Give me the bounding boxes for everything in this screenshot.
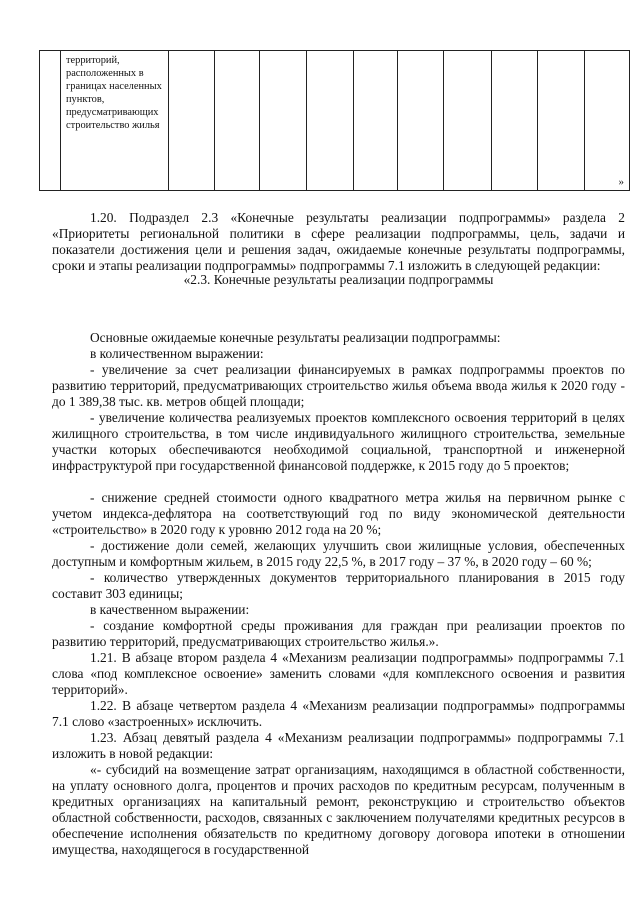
bullet-4: - достижение доли семей, желающих улучшить свои жилищные условия, обеспеченных доступным и комфортным жильем, в 2015 году 22,5 %, в 2017 году – 37 %, в 2020 году – 60 %; bbox=[52, 538, 625, 569]
qualitative-label: в качественном выражении: bbox=[90, 602, 250, 617]
bullet-3: - снижение средней стоимости одного квадратного метра жилья на первичном рынке с учетом индекса-дефлятора на соответствующий год по виду экономической деятельности «строительство» в 2020 году к уровню 2012 года на 20 %; bbox=[52, 490, 625, 537]
paragraph-1-22: 1.22. В абзаце четвертом раздела 4 «Механизм реализации подпрограммы» подпрограммы 7.1 слово «застроенных» исключить. bbox=[52, 698, 625, 729]
bullet-5: - количество утвержденных документов территориального планирования в 2015 году составит 303 единицы; bbox=[52, 570, 625, 601]
paragraph-1-21: 1.21. В абзаце втором раздела 4 «Механизм реализации подпрограммы» подпрограммы 7.1 слова «под комплексное освоение» заменить словами «для комплексного освоения и развития территорий». bbox=[52, 650, 625, 697]
subsidies-paragraph: «- субсидий на возмещение затрат организациям, находящимся в областной собственности, на уплату основного долга, процентов и прочих расходов по кредитным ресурсам, полученным в кредитных организациях на капитальный ремонт, реконструкцию и строительство объектов областной собственности, расходов, связанных с заключением получателями кредитных ресурсов в обеспечение исполнения обязательств по кредитному договору договора ипотеки в отношении имущества, находящегося в государственной bbox=[52, 762, 625, 857]
bullet-6: - создание комфортной среды проживания для граждан при реализации проектов по развитию территорий, предусматривающих строительство жилья.». bbox=[52, 618, 625, 649]
table-divider bbox=[353, 51, 354, 190]
paragraph-1-20: 1.20. Подраздел 2.3 «Конечные результаты реализации подпрограммы» раздела 2 «Приоритеты региональной политики в сфере реализации подпрограммы, цель, задачи и показатели достижения цели и решения задач, ожидаемые конечные результаты подпрограммы, сроки и этапы реализации подпрограммы» подпрограммы 7.1 изложить в следующей редакции: bbox=[52, 210, 625, 273]
table-divider bbox=[60, 51, 61, 190]
section-heading: «2.3. Конечные результаты реализации подпрограммы bbox=[183, 272, 494, 287]
bullet-1: - увеличение за счет реализации финансируемых в рамках подпрограммы проектов по развитию территорий, предусматривающих строительство жилья объема ввода жилья к 2020 году - до 1 389,38 тыс. кв. метров общей площади; bbox=[52, 362, 625, 409]
results-intro: Основные ожидаемые конечные результаты реализации подпрограммы: bbox=[90, 330, 501, 345]
quantitative-label: в количественном выражении: bbox=[90, 346, 264, 361]
table-divider bbox=[259, 51, 260, 190]
table-divider bbox=[584, 51, 585, 190]
table-fragment bbox=[39, 50, 630, 191]
table-divider bbox=[491, 51, 492, 190]
closing-quote: » bbox=[618, 176, 624, 188]
bullet-2: - увеличение количества реализуемых проектов комплексного освоения территорий в целях жилищного строительства, в том числе индивидуального жилищного строительства, земельные участки которых обеспечиваются необходимой социальной, транспортной и инженерной инфраструктурой при государственной финансовой поддержке, к 2015 году до 5 проектов; bbox=[52, 410, 625, 473]
table-divider bbox=[306, 51, 307, 190]
table-divider bbox=[397, 51, 398, 190]
table-divider bbox=[443, 51, 444, 190]
table-divider bbox=[537, 51, 538, 190]
table-cell-text: территорий, расположенных в границах населенных пунктов, предусматривающих строительство жилья bbox=[66, 55, 162, 131]
paragraph-1-23: 1.23. Абзац девятый раздела 4 «Механизм реализации подпрограммы» подпрограммы 7.1 изложить в новой редакции: bbox=[52, 730, 625, 761]
table-divider bbox=[214, 51, 215, 190]
